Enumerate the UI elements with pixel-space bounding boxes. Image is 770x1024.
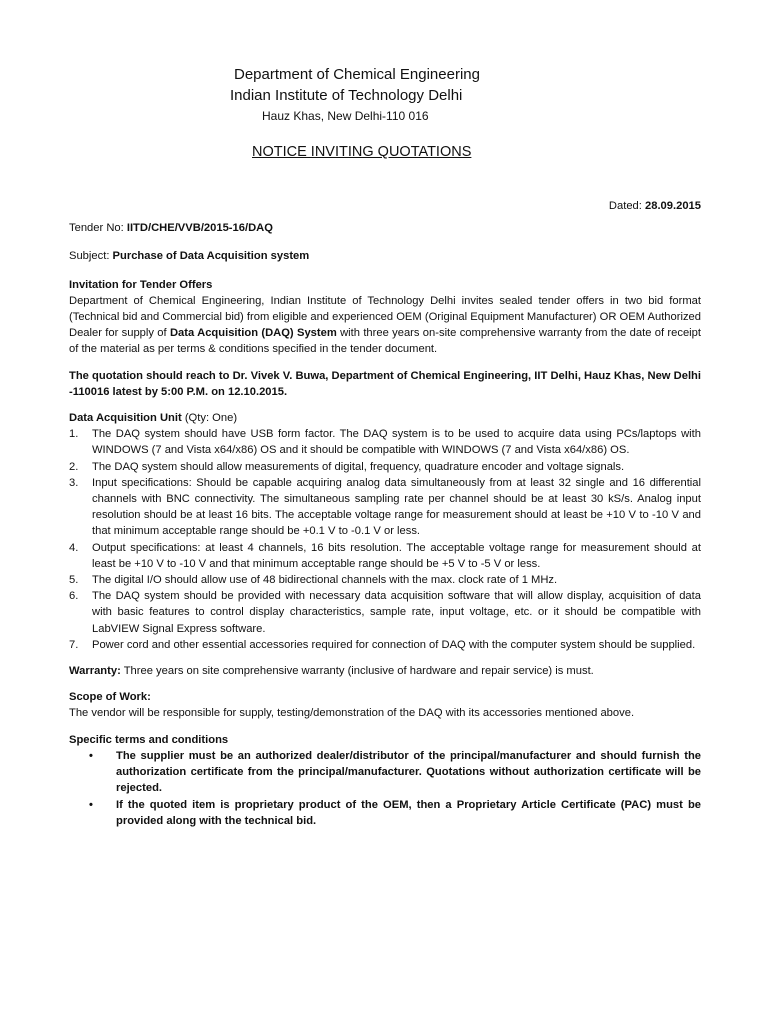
terms-item [89,797,701,829]
list-item-text: The digital I/O should allow use of 48 bidirectional channels with the max. clock rate of 1 MHz. [92,574,558,587]
list-item [69,475,701,540]
bullet-icon: • [89,749,93,762]
tender-label: Tender No: [69,222,127,235]
institute-name: Indian Institute of Technology Delhi [230,87,463,104]
list-item-number: 4. [69,541,79,554]
list-item [69,637,701,653]
list-item-text: Power cord and other essential accessories required for connection of DAQ with the computer system should be supplied. [92,638,696,651]
scope-text: The vendor will be responsible for supply, testing/demonstration of the DAQ with its accessories mentioned above. [69,707,635,720]
invitation-heading: Invitation for Tender Offers [69,278,213,291]
list-item-number: 7. [69,638,79,651]
page-title: NOTICE INVITING QUOTATIONS [252,144,472,160]
terms-heading: Specific terms and conditions [69,733,229,746]
subject-label: Subject: [69,250,113,263]
invitation-text-1: Department of Chemical Engineering, Indian Institute of Technology Delhi invites sealed tender offers in two bid format (Technical bid and Commercial bid) from eligible and experienced OEM (Original Equipment Manufacturer) OR OEM Authorized Dealer for supply of [69,294,701,340]
list-item [69,588,701,637]
list-item-text: Input specifications: Should be capable acquiring analog data simultaneously from at least 32 single and 16 differential channels with BNC connectivity. The simultaneous sampling rate per channel should be at least 30 kS/s. Analog input resolution should be at least 16 bits. The acceptable voltage range for measurement should at least be +10 V to -10 V and that minimum acceptable range should be +0.1 V to -0.1 V or less. [92,476,701,538]
list-item-text: The DAQ system should allow measurements of digital, frequency, quadrature encoder and voltage signals. [92,460,625,473]
terms-item-text: If the quoted item is proprietary product of the OEM, then a Proprietary Article Certificate (PAC) must be provided along with the technical bid. [116,798,701,827]
list-item-text: The DAQ system should be provided with necessary data acquisition software that will allow display, acquisition of data with basic features to control display characteristics, sample rate, input voltage, etc. or it should be compatible with LabVIEW Signal Express software. [92,590,701,635]
department-name: Department of Chemical Engineering [234,66,480,83]
warranty-text: Three years on site comprehensive warranty (inclusive of hardware and repair service) is must. [120,665,594,678]
daq-heading-line [69,410,701,426]
tender-number: IITD/CHE/VVB/2015-16/DAQ [126,222,273,235]
dated-label: Dated: [608,200,645,212]
warranty-line [69,663,701,679]
list-item [69,540,701,572]
invitation-text-bold: Data Acquisition (DAQ) System [169,327,337,340]
dated-line [69,198,701,214]
scope-heading: Scope of Work: [69,691,151,704]
subject-value: Purchase of Data Acquisition system [112,250,310,263]
institute-address: Hauz Khas, New Delhi-110 016 [262,109,429,123]
list-item [69,572,701,588]
dated-value: 28.09.2015 [645,200,701,212]
bullet-icon: • [89,798,93,811]
warranty-label: Warranty: [69,665,121,678]
list-item-text: The DAQ system should have USB form factor. The DAQ system is to be used to acquire data using PCs/laptops with WINDOWS (7 and Vista x64/x86) OS and it should be compatible with WINDOWS (7 and Vista x64/x86) OS. [92,428,701,457]
list-item [69,459,701,475]
list-item-number: 3. [69,476,79,489]
document-body [69,198,701,829]
list-item-number: 6. [69,590,79,603]
list-item-number: 2. [69,460,79,473]
terms-item-text: The supplier must be an authorized dealer/distributor of the principal/manufacturer and should furnish the authorization certificate from the principal/manufacturer. Quotations without authorization certificate will be rejected. [116,749,701,795]
invitation-paragraph [69,293,701,358]
list-item-number: 1. [69,428,79,441]
list-item-text: Output specifications: at least 4 channels, 16 bits resolution. The acceptable voltage range for measurement should at least be +10 V to -10 V and that minimum acceptable range should be +5 V to -5 V or less. [92,541,701,570]
invitation-text-2: with three years on-site comprehensive warranty from the date of receipt of the material as per terms & conditions specified in the tender document. [69,327,701,356]
terms-item [89,748,701,797]
subject-line [69,248,701,264]
list-item [69,426,701,458]
daq-heading: Data Acquisition Unit [69,412,182,425]
quotation-note: The quotation should reach to Dr. Vivek V. Buwa, Department of Chemical Engineering, IIT Delhi, Hauz Khas, New Delhi -110016 latest by 5:00 P.M. on 12.10.2015. [69,369,701,398]
tender-line [69,220,701,236]
daq-qty: (Qty: One) [181,412,238,425]
list-item-number: 5. [69,574,79,587]
